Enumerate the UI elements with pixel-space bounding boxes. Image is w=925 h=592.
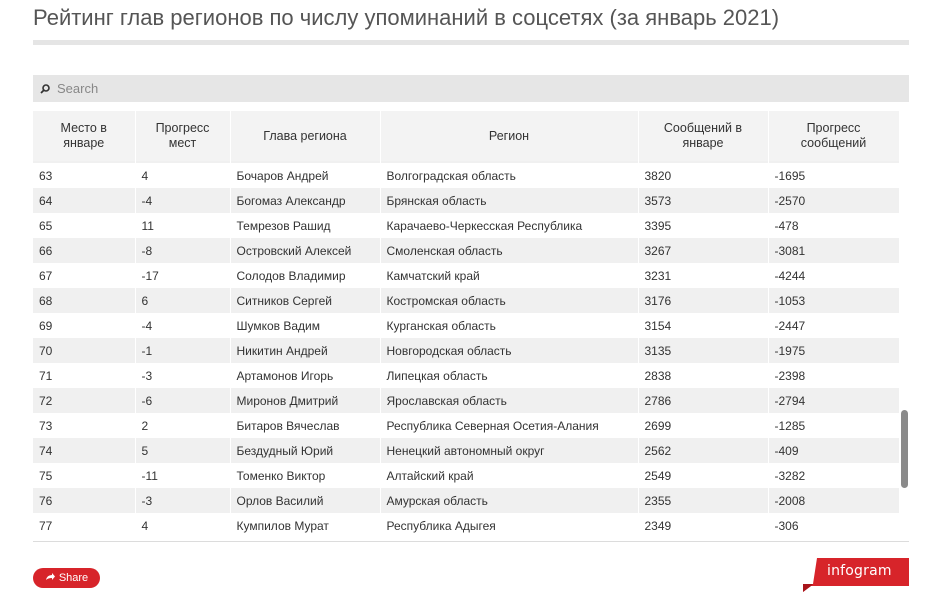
- cell-head: Богомаз Александр: [230, 188, 380, 213]
- cell-rank-progress: 6: [135, 288, 230, 313]
- cell-rank-progress: -17: [135, 263, 230, 288]
- column-header-messages[interactable]: Сообщений в январе: [638, 111, 768, 161]
- cell-messages: 2786: [638, 388, 768, 413]
- cell-messages-progress: -3081: [768, 238, 899, 263]
- cell-region: Волгоградская область: [380, 163, 638, 188]
- cell-region: Костромская область: [380, 288, 638, 313]
- cell-messages: 3154: [638, 313, 768, 338]
- column-header-rank[interactable]: Место в январе: [33, 111, 135, 161]
- cell-rank-progress: -1: [135, 338, 230, 363]
- table-row[interactable]: [33, 163, 899, 188]
- table-scrollbar[interactable]: [901, 410, 908, 488]
- cell-messages: 2699: [638, 413, 768, 438]
- cell-messages: 3231: [638, 263, 768, 288]
- cell-region: Республика Адыгея: [380, 513, 638, 538]
- cell-rank-progress: -4: [135, 188, 230, 213]
- cell-messages-progress: -1975: [768, 338, 899, 363]
- cell-messages: 2838: [638, 363, 768, 388]
- share-icon: [45, 572, 55, 585]
- table-row[interactable]: [33, 438, 899, 463]
- cell-messages: 3820: [638, 163, 768, 188]
- cell-region: Амурская область: [380, 488, 638, 513]
- cell-rank-progress: -4: [135, 313, 230, 338]
- search-bar[interactable]: [33, 75, 909, 102]
- table-header-row: [33, 111, 899, 161]
- cell-rank: 75: [33, 463, 135, 488]
- table-bottom-border: [33, 541, 909, 542]
- cell-region: Брянская область: [380, 188, 638, 213]
- cell-region: Алтайский край: [380, 463, 638, 488]
- table-row[interactable]: [33, 513, 899, 538]
- cell-rank: 69: [33, 313, 135, 338]
- infogram-label[interactable]: infogram: [827, 563, 892, 579]
- cell-messages: 2349: [638, 513, 768, 538]
- cell-rank-progress: -3: [135, 488, 230, 513]
- cell-head: Артамонов Игорь: [230, 363, 380, 388]
- cell-messages-progress: -1053: [768, 288, 899, 313]
- table-row[interactable]: [33, 238, 899, 263]
- cell-rank: 70: [33, 338, 135, 363]
- table-row[interactable]: [33, 313, 899, 338]
- cell-rank-progress: -11: [135, 463, 230, 488]
- cell-rank: 71: [33, 363, 135, 388]
- cell-messages: 3267: [638, 238, 768, 263]
- cell-messages: 3176: [638, 288, 768, 313]
- table-row[interactable]: [33, 488, 899, 513]
- cell-messages-progress: -2794: [768, 388, 899, 413]
- cell-rank-progress: 5: [135, 438, 230, 463]
- cell-head: Ситников Сергей: [230, 288, 380, 313]
- cell-region: Республика Северная Осетия-Алания: [380, 413, 638, 438]
- cell-messages-progress: -2570: [768, 188, 899, 213]
- cell-region: Ненецкий автономный округ: [380, 438, 638, 463]
- cell-rank: 67: [33, 263, 135, 288]
- cell-head: Островский Алексей: [230, 238, 380, 263]
- cell-rank: 64: [33, 188, 135, 213]
- cell-head: Шумков Вадим: [230, 313, 380, 338]
- cell-messages: 3573: [638, 188, 768, 213]
- cell-messages-progress: -1695: [768, 163, 899, 188]
- cell-head: Темрезов Рашид: [230, 213, 380, 238]
- cell-messages: 3135: [638, 338, 768, 363]
- table-row[interactable]: [33, 338, 899, 363]
- cell-region: Курганская область: [380, 313, 638, 338]
- cell-head: Бочаров Андрей: [230, 163, 380, 188]
- cell-rank-progress: 4: [135, 513, 230, 538]
- table-row[interactable]: [33, 213, 899, 238]
- cell-rank: 73: [33, 413, 135, 438]
- cell-messages-progress: -2008: [768, 488, 899, 513]
- share-label: Share: [58, 572, 89, 584]
- table-row[interactable]: [33, 288, 899, 313]
- cell-messages-progress: -2398: [768, 363, 899, 388]
- cell-rank: 74: [33, 438, 135, 463]
- column-header-region[interactable]: Регион: [380, 111, 638, 161]
- cell-rank: 68: [33, 288, 135, 313]
- cell-head: Томенко Виктор: [230, 463, 380, 488]
- cell-rank-progress: 4: [135, 163, 230, 188]
- ranking-table[interactable]: [33, 111, 899, 541]
- cell-head: Миронов Дмитрий: [230, 388, 380, 413]
- cell-rank-progress: 2: [135, 413, 230, 438]
- cell-messages-progress: -3282: [768, 463, 899, 488]
- cell-region: Новгородская область: [380, 338, 638, 363]
- cell-messages-progress: -409: [768, 438, 899, 463]
- search-icon: [33, 84, 57, 94]
- title-divider: [33, 40, 909, 45]
- cell-region: Смоленская область: [380, 238, 638, 263]
- table-row[interactable]: [33, 413, 899, 438]
- cell-rank-progress: -8: [135, 238, 230, 263]
- cell-region: Карачаево-Черкесская Республика: [380, 213, 638, 238]
- share-button[interactable]: [33, 568, 100, 588]
- cell-head: Солодов Владимир: [230, 263, 380, 288]
- cell-messages: 2355: [638, 488, 768, 513]
- cell-rank-progress: 11: [135, 213, 230, 238]
- cell-rank-progress: -6: [135, 388, 230, 413]
- cell-region: Липецкая область: [380, 363, 638, 388]
- table-row[interactable]: [33, 388, 899, 413]
- search-input[interactable]: [57, 81, 857, 96]
- table-row[interactable]: [33, 463, 899, 488]
- cell-rank-progress: -3: [135, 363, 230, 388]
- cell-messages-progress: -478: [768, 213, 899, 238]
- column-header-messages-progress[interactable]: Прогресс сообщений: [768, 111, 899, 161]
- cell-rank: 72: [33, 388, 135, 413]
- cell-region: Ярославская область: [380, 388, 638, 413]
- cell-head: Кумпилов Мурат: [230, 513, 380, 538]
- table-row[interactable]: [33, 263, 899, 288]
- cell-messages-progress: -2447: [768, 313, 899, 338]
- cell-rank: 63: [33, 163, 135, 188]
- cell-rank: 76: [33, 488, 135, 513]
- page-title: Рейтинг глав регионов по числу упоминаний в соцсетях (за январь 2021): [33, 5, 780, 30]
- cell-rank: 66: [33, 238, 135, 263]
- cell-messages-progress: -1285: [768, 413, 899, 438]
- cell-head: Битаров Вячеслав: [230, 413, 380, 438]
- cell-region: Камчатский край: [380, 263, 638, 288]
- cell-messages-progress: -4244: [768, 263, 899, 288]
- cell-head: Никитин Андрей: [230, 338, 380, 363]
- cell-messages-progress: -306: [768, 513, 899, 538]
- cell-messages: 3395: [638, 213, 768, 238]
- cell-messages: 2549: [638, 463, 768, 488]
- table-row[interactable]: [33, 363, 899, 388]
- cell-head: Орлов Василий: [230, 488, 380, 513]
- column-header-head[interactable]: Глава региона: [230, 111, 380, 161]
- cell-rank: 77: [33, 513, 135, 538]
- cell-messages: 2562: [638, 438, 768, 463]
- column-header-rank-progress[interactable]: Прогресс мест: [135, 111, 230, 161]
- cell-head: Бездудный Юрий: [230, 438, 380, 463]
- table-row[interactable]: [33, 188, 899, 213]
- cell-rank: 65: [33, 213, 135, 238]
